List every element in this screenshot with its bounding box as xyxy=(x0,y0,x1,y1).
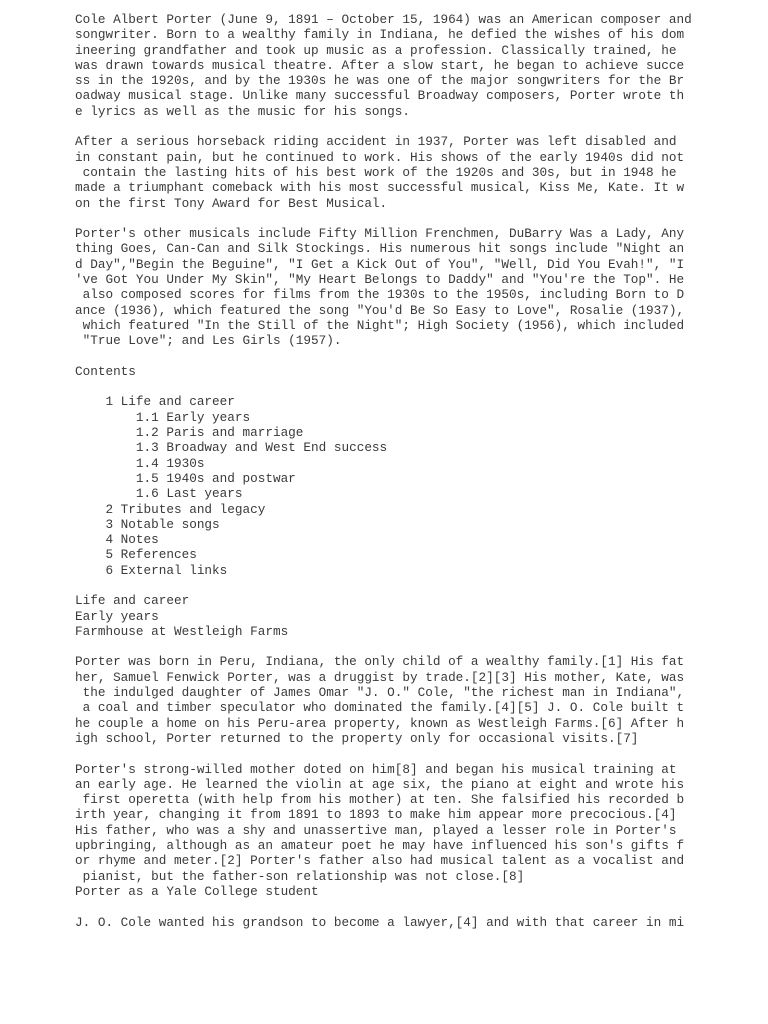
text-line: contain the lasting hits of his best work of the 1920s and 30s, but in 1948 he xyxy=(75,164,677,180)
paragraph-gap xyxy=(75,119,695,134)
paragraph-gap xyxy=(75,639,695,654)
text-line: songwriter. Born to a wealthy family in Indiana, he defied the wishes of his dom xyxy=(75,27,685,43)
paragraph-gap xyxy=(75,746,695,761)
text-line: or rhyme and meter.[2] Porter's father also had musical talent as a vocalist and xyxy=(75,853,685,869)
paragraph-gap xyxy=(75,578,695,593)
toc-item-life-and-career[interactable]: 1 Life and career xyxy=(75,394,235,410)
paragraph-gap xyxy=(75,211,695,226)
image-caption: Porter as a Yale College student xyxy=(75,883,319,899)
text-line: he couple a home on his Peru-area property, known as Westleigh Farms.[6] After h xyxy=(75,715,685,731)
text-line: was drawn towards musical theatre. After a slow start, he began to achieve succe xyxy=(75,57,685,73)
text-line: ss in the 1920s, and by the 1930s he was one of the major songwriters for the Br xyxy=(75,73,685,89)
text-line: After a serious horseback riding accident in 1937, Porter was left disabled and xyxy=(75,134,677,150)
text-line: e lyrics as well as the music for his songs. xyxy=(75,103,411,119)
text-line: in constant pain, but he continued to work. His shows of the early 1940s did not xyxy=(75,149,685,165)
early-years-paragraph-3 xyxy=(75,915,695,930)
text-line: 've Got You Under My Skin", "My Heart Belongs to Daddy" and "You're the Top". He xyxy=(75,272,685,288)
text-line: ineering grandfather and took up music as a profession. Classically trained, he xyxy=(75,42,677,58)
paragraph-gap xyxy=(75,899,695,914)
early-years-paragraph-1 xyxy=(75,654,695,746)
table-of-contents xyxy=(75,394,695,578)
toc-item-paris-and-marriage[interactable]: 1.2 Paris and marriage xyxy=(75,425,304,441)
toc-item-1930s[interactable]: 1.4 1930s xyxy=(75,455,205,471)
paragraph-gap xyxy=(75,379,695,394)
early-years-paragraph-2 xyxy=(75,762,695,900)
toc-item-notes[interactable]: 4 Notes xyxy=(75,532,159,548)
text-line: first operetta (with help from his mother) at ten. She falsified his recorded b xyxy=(75,792,685,808)
paragraph-gap xyxy=(75,349,695,364)
document-page xyxy=(75,12,695,930)
toc-item-broadway-and-west-end[interactable]: 1.3 Broadway and West End success xyxy=(75,440,388,456)
text-line: Porter's strong-willed mother doted on him[8] and began his musical training at xyxy=(75,761,677,777)
text-line: made a triumphant comeback with his most successful musical, Kiss Me, Kate. It w xyxy=(75,180,685,196)
text-line: upbringing, although as an amateur poet he may have influenced his son's gifts f xyxy=(75,838,685,854)
toc-item-tributes-and-legacy[interactable]: 2 Tributes and legacy xyxy=(75,501,266,517)
text-line: a coal and timber speculator who dominated the family.[4][5] J. O. Cole built t xyxy=(75,700,685,716)
toc-item-last-years[interactable]: 1.6 Last years xyxy=(75,486,243,502)
toc-item-early-years[interactable]: 1.1 Early years xyxy=(75,409,251,425)
text-line: igh school, Porter returned to the property only for occasional visits.[7] xyxy=(75,730,639,746)
text-line: J. O. Cole wanted his grandson to become a lawyer,[4] and with that career in mi xyxy=(75,914,685,930)
text-line: "True Love"; and Les Girls (1957). xyxy=(75,333,342,349)
text-line: also composed scores for films from the 1930s to the 1950s, including Born to D xyxy=(75,287,685,303)
contents-heading: Contents xyxy=(75,363,136,379)
intro-paragraph-3 xyxy=(75,226,695,348)
text-line: Cole Albert Porter (June 9, 1891 – October 15, 1964) was an American composer and xyxy=(75,12,692,27)
toc-item-references[interactable]: 5 References xyxy=(75,547,197,563)
intro-paragraph-1 xyxy=(75,12,695,119)
text-line: oadway musical stage. Unlike many successful Broadway composers, Porter wrote th xyxy=(75,88,685,104)
text-line: her, Samuel Fenwick Porter, was a druggist by trade.[2][3] His mother, Kate, was xyxy=(75,669,685,685)
intro-paragraph-2 xyxy=(75,134,695,210)
image-caption: Farmhouse at Westleigh Farms xyxy=(75,623,289,639)
text-line: d Day","Begin the Beguine", "I Get a Kick Out of You", "Well, Did You Evah!", "I xyxy=(75,256,685,272)
toc-item-1940s-and-postwar[interactable]: 1.5 1940s and postwar xyxy=(75,470,296,486)
text-line: on the first Tony Award for Best Musical. xyxy=(75,195,388,211)
text-line: Porter's other musicals include Fifty Million Frenchmen, DuBarry Was a Lady, Any xyxy=(75,226,685,242)
toc-item-external-links[interactable]: 6 External links xyxy=(75,562,228,578)
text-line: His father, who was a shy and unassertive man, played a lesser role in Porter's xyxy=(75,822,677,838)
section-heading: Life and career xyxy=(75,593,190,609)
text-line: the indulged daughter of James Omar "J. O." Cole, "the richest man in Indiana", xyxy=(75,685,685,701)
text-line: pianist, but the father-son relationship was not close.[8] xyxy=(75,868,525,884)
text-line: irth year, changing it from 1891 to 1893 to make him appear more precocious.[4] xyxy=(75,807,677,823)
text-line: thing Goes, Can-Can and Silk Stockings. His numerous hit songs include "Night an xyxy=(75,241,685,257)
subsection-heading: Early years xyxy=(75,608,159,624)
text-line: an early age. He learned the violin at age six, the piano at eight and wrote his xyxy=(75,776,685,792)
text-line: ance (1936), which featured the song "You'd Be So Easy to Love", Rosalie (1937), xyxy=(75,302,685,318)
toc-item-notable-songs[interactable]: 3 Notable songs xyxy=(75,516,220,532)
text-line: which featured "In the Still of the Night"; High Society (1956), which included xyxy=(75,317,685,333)
text-line: Porter was born in Peru, Indiana, the only child of a wealthy family.[1] His fat xyxy=(75,654,685,670)
